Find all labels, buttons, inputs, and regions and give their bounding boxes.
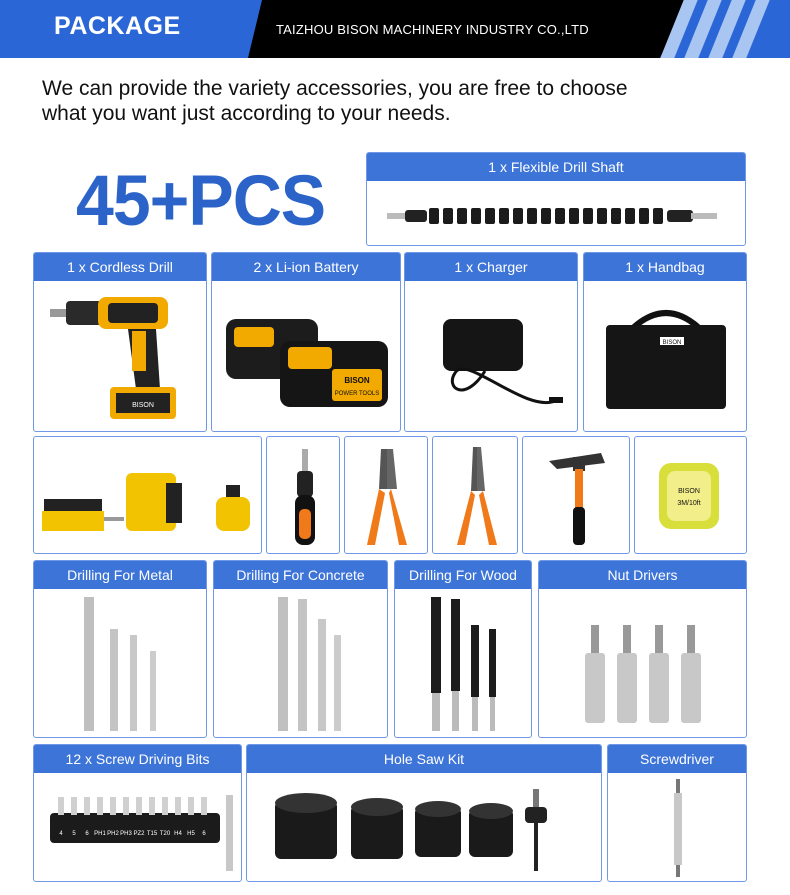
card-screwdriver <box>607 744 747 882</box>
tape-label-text: 3M/10ft <box>677 500 701 507</box>
battery-image <box>220 297 394 427</box>
battery-brand-text: BISON <box>344 376 370 385</box>
bit-label: H5 <box>187 831 195 837</box>
pliers-image <box>361 449 415 547</box>
card-title: 1 x Handbag <box>584 253 746 281</box>
bit-label: 4 <box>59 831 63 837</box>
intro-text <box>42 76 628 126</box>
ratchet-screwdriver-image <box>285 449 325 545</box>
card-ratchet-screwdriver <box>266 436 340 554</box>
card-title: Nut Drivers <box>539 561 746 589</box>
drill-brush-image <box>40 465 258 541</box>
card-li-ion-battery <box>211 252 401 432</box>
card-charger <box>404 252 578 432</box>
screw-bits-image <box>46 795 236 875</box>
needle-nose-pliers-image <box>449 447 505 547</box>
company-name: TAIZHOU BISON MACHINERY INDUSTRY CO.,LTD <box>276 22 589 37</box>
card-title: 1 x Charger <box>405 253 577 281</box>
metal-bits-image <box>64 595 174 735</box>
card-title: Drilling For Metal <box>34 561 206 589</box>
card-drilling-for-wood <box>394 560 532 738</box>
bit-label: PH2 <box>107 831 119 837</box>
card-title: Drilling For Wood <box>395 561 531 589</box>
cordless-drill-image <box>48 289 198 429</box>
card-nut-drivers <box>538 560 747 738</box>
card-needle-nose-pliers <box>432 436 518 554</box>
card-drilling-for-concrete <box>213 560 388 738</box>
concrete-bits-image <box>268 595 348 735</box>
piece-count: 45+PCS <box>76 161 326 241</box>
card-drill-brushes <box>33 436 262 554</box>
bit-label: PH3 <box>120 831 132 837</box>
card-handbag <box>583 252 747 432</box>
hole-saw-image <box>273 783 583 879</box>
charger-image <box>425 293 565 423</box>
nut-drivers-image <box>579 623 709 727</box>
card-title: Drilling For Concrete <box>214 561 387 589</box>
card-title: 2 x Li-ion Battery <box>212 253 400 281</box>
screwdriver-bit-image <box>670 779 686 879</box>
intro-line: what you want just according to your needs. <box>42 102 451 125</box>
handbag-brand-text: BISON <box>662 340 682 346</box>
card-cordless-drill <box>33 252 207 432</box>
handbag-image <box>596 301 736 421</box>
wood-bits-image <box>425 595 505 735</box>
intro-line: We can provide the variety accessories, you are free to choose <box>42 77 628 100</box>
flexible-shaft-image <box>387 197 727 237</box>
bit-label: 6 <box>202 831 206 837</box>
card-hole-saw-kit <box>246 744 602 882</box>
bit-label: T20 <box>159 831 171 837</box>
package-label: PACKAGE <box>54 12 181 40</box>
bit-label: PZ2 <box>133 831 145 837</box>
tape-measure-image <box>655 455 729 539</box>
card-flexible-drill-shaft <box>366 152 746 246</box>
bit-label: 5 <box>72 831 76 837</box>
drill-brand-text: BISON <box>132 402 154 409</box>
card-title: 1 x Cordless Drill <box>34 253 206 281</box>
card-title: 12 x Screw Driving Bits <box>34 745 241 773</box>
card-title: Hole Saw Kit <box>247 745 601 773</box>
header-banner <box>0 0 790 58</box>
card-pliers <box>344 436 428 554</box>
card-drilling-for-metal <box>33 560 207 738</box>
card-title: Screwdriver <box>608 745 746 773</box>
bit-label: H4 <box>174 831 182 837</box>
card-hammer <box>522 436 630 554</box>
battery-label-text: POWER TOOLS <box>334 391 380 397</box>
bit-label: 6 <box>85 831 89 837</box>
hammer-image <box>547 447 609 547</box>
tape-brand-text: BISON <box>678 488 700 495</box>
bit-label: PH1 <box>94 831 106 837</box>
bit-label: T15 <box>146 831 158 837</box>
card-title: 1 x Flexible Drill Shaft <box>367 153 745 181</box>
card-tape-measure <box>634 436 747 554</box>
card-screw-driving-bits <box>33 744 242 882</box>
